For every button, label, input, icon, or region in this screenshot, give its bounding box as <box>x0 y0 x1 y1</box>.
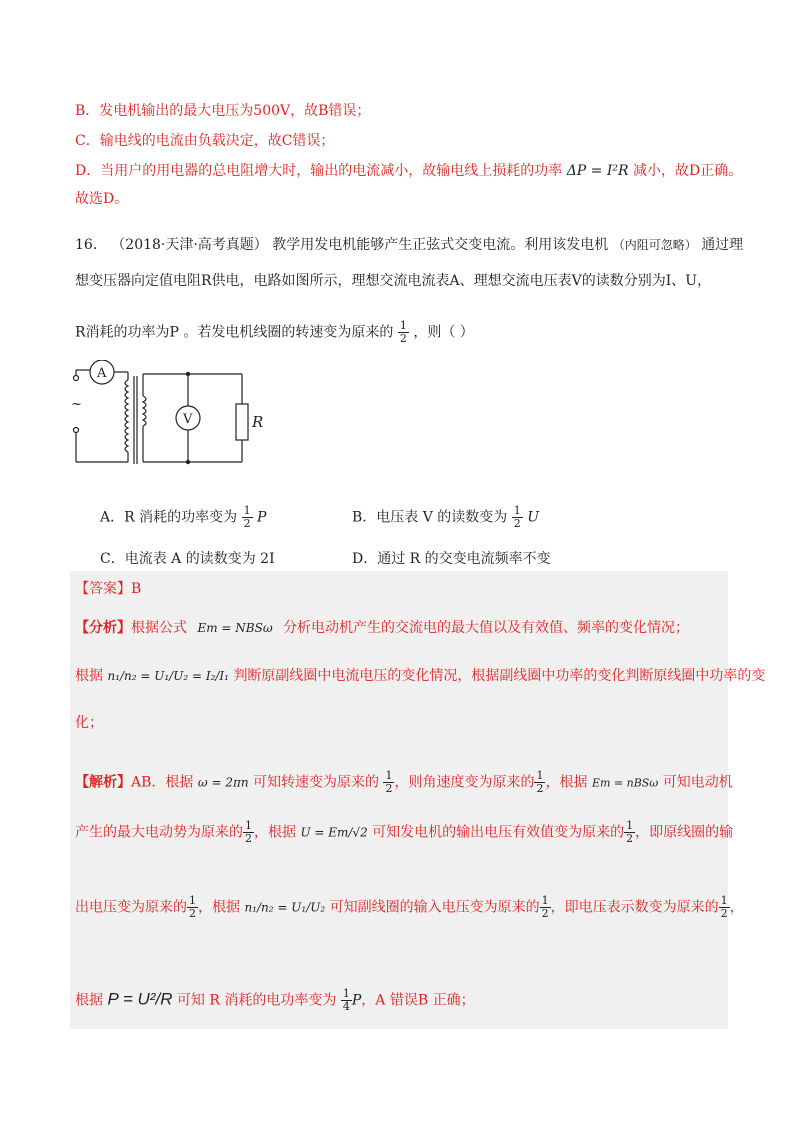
option-d: D．通过 R 的交变电流频率不变 <box>352 551 551 567</box>
half-fraction-6: $\frac{1}{2}$ <box>541 894 549 920</box>
explain-text-3: ，则角速度变为原来的 <box>394 774 535 791</box>
ac-symbol: ~ <box>71 397 82 412</box>
analysis-text-4: 判断原副线圈中电流电压的变化情况，根据副线圈中功率的变化判断原线圈中功率的变 <box>233 668 766 684</box>
secondary-coil <box>143 396 146 426</box>
answer-value: B <box>131 581 142 597</box>
option-a-text: A．R 消耗的功率变为 <box>100 509 238 526</box>
power-formula: P = U²/R <box>107 989 173 1009</box>
explain-text-7: ，根据 <box>254 824 296 841</box>
primary-coil <box>125 380 128 452</box>
explain-text-2: 可知转速变为原来的 <box>253 774 380 791</box>
analysis-text-1: 根据公式 <box>131 620 187 636</box>
terminal-bottom <box>74 428 79 433</box>
option-a-fraction: $\frac{1}{2}$ <box>243 504 251 530</box>
resistor <box>236 404 248 440</box>
half-fraction-3: $\frac{1}{2}$ <box>245 819 252 845</box>
explain-text-9: ，即原线圈的输 <box>635 824 734 841</box>
question-text-1-end: 通过理 <box>701 237 744 253</box>
explain-line-3 <box>75 895 744 920</box>
answer-line <box>75 578 141 598</box>
quarter-fraction: $\frac{1}{4}$ <box>342 987 350 1013</box>
rms-formula: U = Em/√2 <box>300 825 368 840</box>
explain-tag: 【解析】 <box>75 774 131 791</box>
half-fraction-1: $\frac{1}{2}$ <box>385 769 393 795</box>
omega-formula: ω = 2πn <box>197 775 249 790</box>
analysis-formula: Em = NBSω <box>197 621 273 635</box>
line-b: B．发电机输出的最大电压为500V，故B错误； <box>75 103 371 119</box>
option-c: C．电流表 A 的读数变为 2I <box>100 551 275 567</box>
question-text-1: 教学用发电机能够产生正弦式交变电流。利用该发电机 <box>272 237 609 253</box>
resistor-label: R <box>252 413 264 431</box>
line-d <box>75 160 742 180</box>
turns-ratio-formula: n₁/n₂ = U₁/U₂ <box>244 900 326 915</box>
question-source: （2018·天津·高考真题） <box>111 237 268 253</box>
analysis-line-2 <box>75 665 765 685</box>
option-b-fraction: $\frac{1}{2}$ <box>513 504 521 530</box>
line-d-conclusion: 故选D。 <box>75 191 129 207</box>
line-d-formula: ΔP = I²R <box>566 163 629 179</box>
half-fraction-4: $\frac{1}{2}$ <box>626 819 634 845</box>
explain-line-4 <box>75 988 475 1013</box>
explain-text-6: 产生的最大电动势为原来的 <box>75 824 243 841</box>
answer-tag: 【答案】 <box>75 581 131 597</box>
half-fraction-2: $\frac{1}{2}$ <box>536 769 544 795</box>
explain-text-5: 可知电动机 <box>662 774 733 791</box>
explain-text-13: ，即电压表示数变为原来的 <box>550 899 719 916</box>
option-b-text: B．电压表 V 的读数变为 <box>352 509 508 526</box>
explain-text-1: AB．根据 <box>131 774 194 791</box>
circuit-diagram <box>60 360 280 470</box>
analysis-line-3: 化； <box>75 715 103 731</box>
emf-formula: Em = nBSω <box>591 776 659 790</box>
option-a-var: P <box>257 509 267 526</box>
power-var: P <box>351 992 362 1009</box>
question-paren-note: （内阻可忽略） <box>612 238 697 252</box>
half-fraction: $\frac{1}{2}$ <box>399 319 407 345</box>
explain-text-17: ，A 错误B 正确； <box>361 992 475 1009</box>
explain-text-15: 根据 <box>75 992 103 1009</box>
explain-text-11: ，根据 <box>198 899 240 916</box>
explain-text-8: 可知发电机的输出电压有效值变为原来的 <box>372 824 625 841</box>
line-d-text: D．当用户的用电器的总电阻增大时，输出的电流减小，故输电线上损耗的功率 <box>75 163 563 179</box>
question-number: 16． <box>75 237 107 253</box>
half-fraction-7: $\frac{1}{2}$ <box>720 894 728 920</box>
ammeter-label: A <box>97 366 107 381</box>
explain-text-10: 出电压变为原来的 <box>75 899 187 916</box>
explain-text-4: ，根据 <box>545 774 588 791</box>
terminal-top <box>74 376 79 381</box>
question-line-2: 想变压器向定值电阻R供电，电路如图所示，理想交流电流表A、理想交流电压表V的读数分别为I、U， <box>75 273 712 289</box>
explain-line-1 <box>75 770 733 795</box>
option-a <box>100 505 266 530</box>
option-b <box>352 505 539 530</box>
option-b-var: U <box>527 509 540 526</box>
explain-text-12: 可知副线圈的输入电压变为原来的 <box>329 899 540 916</box>
question-text-3: R消耗的功率为P 。若发电机线圈的转速变为原来的 <box>75 324 394 341</box>
line-d-end-text: 减小，故D正确。 <box>633 163 743 179</box>
explain-text-14: ， <box>729 899 744 916</box>
question-line-1 <box>75 234 743 254</box>
analysis-text-3: 根据 <box>75 668 103 684</box>
explain-text-16: 可知 R 消耗的电功率变为 <box>176 992 337 1009</box>
ratio-formula: n₁/n₂ = U₁/U₂ = I₂/I₁ <box>107 669 229 683</box>
question-text-3-end: ，则（ ） <box>413 324 474 341</box>
question-line-3 <box>75 320 474 345</box>
solution-panel <box>70 571 728 1029</box>
analysis-line-1 <box>75 617 689 637</box>
voltmeter-label: V <box>183 412 193 427</box>
analysis-text-2: 分析电动机产生的交流电的最大值以及有效值、频率的变化情况； <box>283 620 690 636</box>
explain-line-2 <box>75 820 733 845</box>
line-c: C．输电线的电流由负载决定，故C错误； <box>75 133 335 149</box>
analysis-tag: 【分析】 <box>75 620 131 636</box>
half-fraction-5: $\frac{1}{2}$ <box>189 894 196 920</box>
